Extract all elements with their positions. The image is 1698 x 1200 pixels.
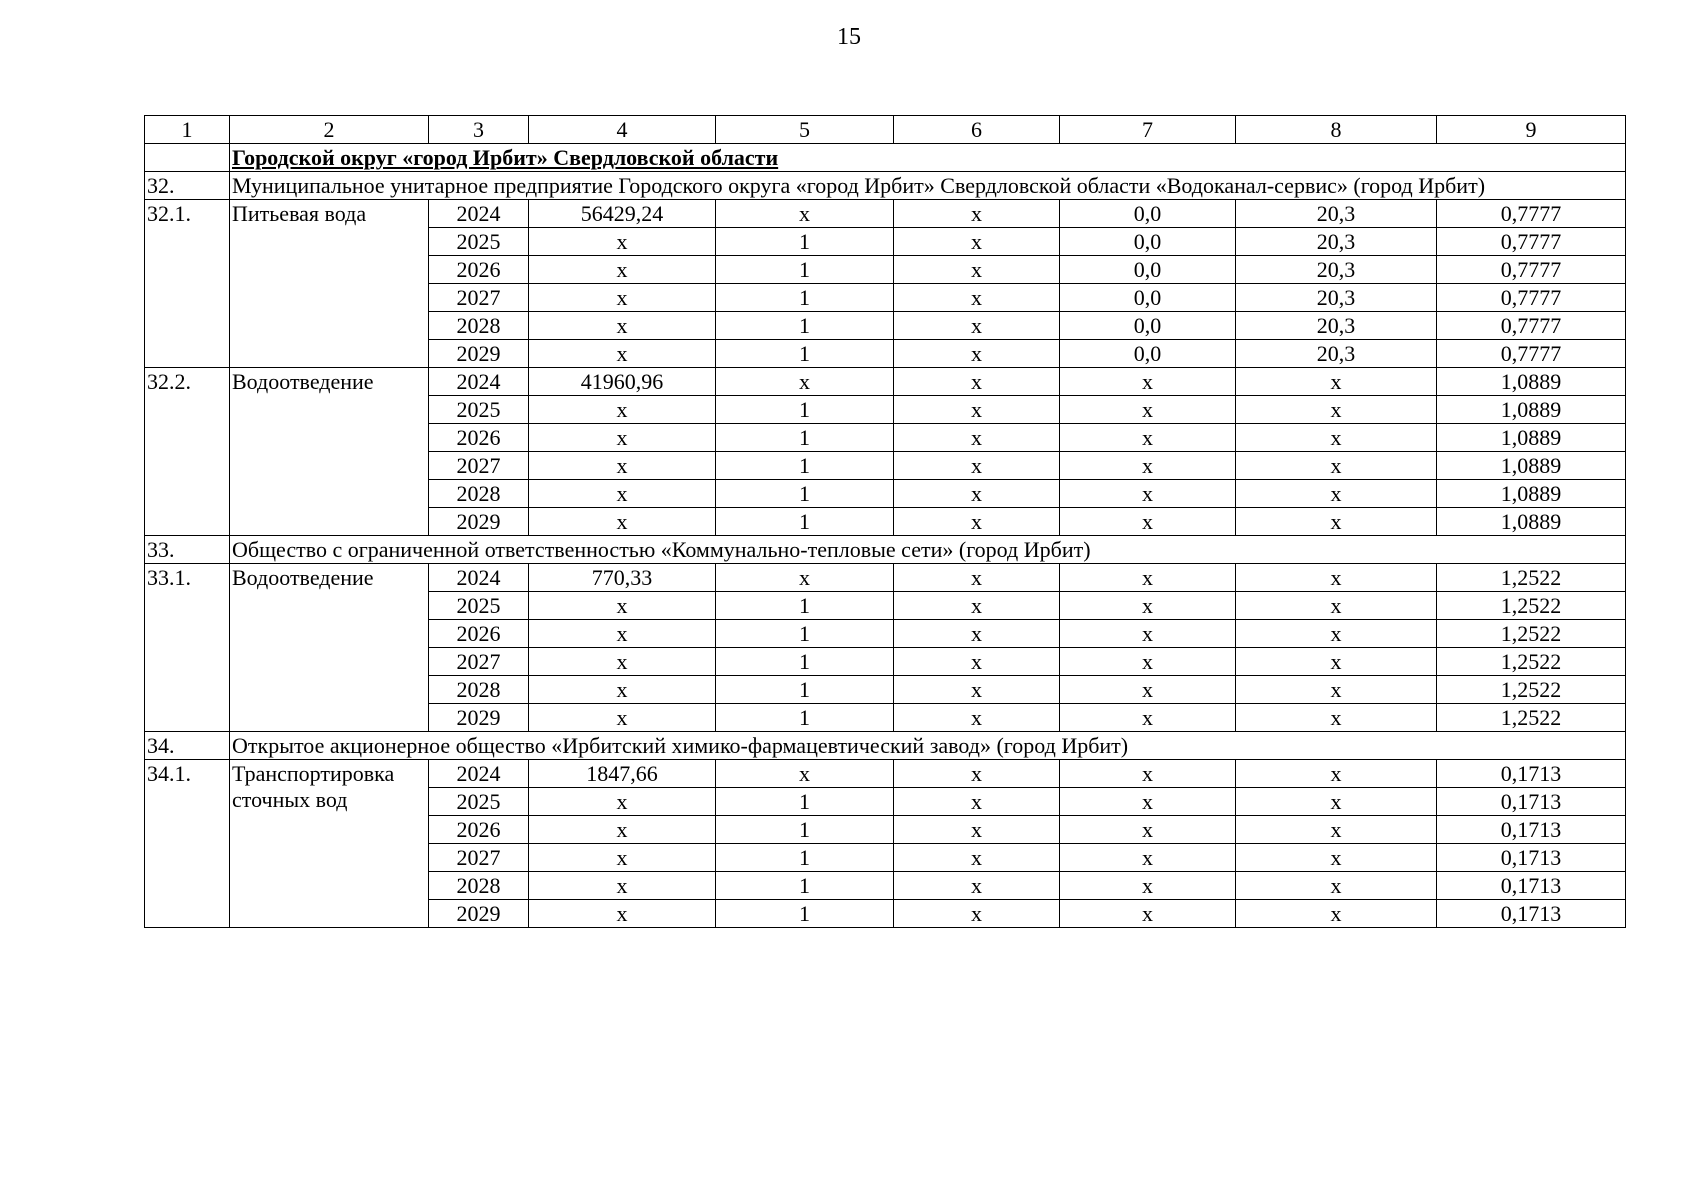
column-number-header: 4 (529, 116, 716, 144)
region-title: Городской округ «город Ирбит» Свердловской области (230, 144, 1626, 172)
year-cell: 2025 (429, 396, 529, 424)
table-body (145, 116, 1626, 928)
value-cell: 1,0889 (1437, 452, 1626, 480)
value-cell: х (894, 256, 1060, 284)
value-cell: 1 (716, 256, 894, 284)
value-cell: х (529, 312, 716, 340)
value-cell: 1,0889 (1437, 508, 1626, 536)
value-cell: 0,0 (1060, 284, 1236, 312)
value-cell: х (1060, 788, 1236, 816)
service-name: Водоотведение (230, 564, 429, 732)
column-number-header: 8 (1236, 116, 1437, 144)
value-cell: 0,0 (1060, 340, 1236, 368)
value-cell: х (894, 816, 1060, 844)
value-cell: 0,1713 (1437, 844, 1626, 872)
year-cell: 2028 (429, 872, 529, 900)
value-cell: 1,2522 (1437, 676, 1626, 704)
value-cell: 1 (716, 788, 894, 816)
year-cell: 2027 (429, 284, 529, 312)
value-cell: х (894, 760, 1060, 788)
value-cell: 1,0889 (1437, 368, 1626, 396)
page-number: 15 (837, 24, 861, 50)
value-cell: х (1236, 396, 1437, 424)
value-cell: 20,3 (1236, 340, 1437, 368)
value-cell: х (894, 284, 1060, 312)
item-number: 32.1. (145, 200, 230, 368)
value-cell: х (1236, 844, 1437, 872)
value-cell: 0,7777 (1437, 200, 1626, 228)
organization-row (145, 536, 1626, 564)
value-cell: 1,0889 (1437, 480, 1626, 508)
value-cell: х (529, 620, 716, 648)
value-cell: х (529, 788, 716, 816)
service-name: Транспортировка сточных вод (230, 760, 429, 928)
item-number: 32.2. (145, 368, 230, 536)
value-cell: 1 (716, 592, 894, 620)
value-cell: 41960,96 (529, 368, 716, 396)
year-cell: 2028 (429, 312, 529, 340)
value-cell: 1,2522 (1437, 592, 1626, 620)
year-cell: 2024 (429, 200, 529, 228)
value-cell: х (1236, 592, 1437, 620)
year-cell: 2026 (429, 816, 529, 844)
service-name: Питьевая вода (230, 200, 429, 368)
year-cell: 2024 (429, 564, 529, 592)
value-cell: х (716, 368, 894, 396)
value-cell: х (1060, 564, 1236, 592)
value-cell: х (894, 312, 1060, 340)
value-cell: 0,1713 (1437, 900, 1626, 928)
value-cell: 1 (716, 872, 894, 900)
value-cell: х (529, 284, 716, 312)
year-cell: 2025 (429, 788, 529, 816)
value-cell: х (1236, 424, 1437, 452)
value-cell: 1 (716, 648, 894, 676)
value-cell: 1,2522 (1437, 648, 1626, 676)
value-cell: 1 (716, 844, 894, 872)
value-cell: 770,33 (529, 564, 716, 592)
value-cell: х (529, 844, 716, 872)
value-cell: 1 (716, 508, 894, 536)
value-cell: х (529, 704, 716, 732)
value-cell: х (1236, 620, 1437, 648)
value-cell: х (1060, 508, 1236, 536)
value-cell: х (894, 452, 1060, 480)
organization-number: 32. (145, 172, 230, 200)
value-cell: х (1060, 396, 1236, 424)
value-cell: х (894, 648, 1060, 676)
table-row (145, 200, 1626, 228)
value-cell: х (894, 844, 1060, 872)
column-number-header: 9 (1437, 116, 1626, 144)
value-cell: 1 (716, 284, 894, 312)
organization-name: Общество с ограниченной ответственностью «Коммунально-тепловые сети» (город Ирбит) (230, 536, 1626, 564)
value-cell: х (529, 816, 716, 844)
value-cell: х (716, 564, 894, 592)
value-cell: х (529, 872, 716, 900)
value-cell: 1,0889 (1437, 424, 1626, 452)
value-cell: х (529, 228, 716, 256)
organization-number: 34. (145, 732, 230, 760)
value-cell: х (894, 676, 1060, 704)
value-cell: х (1060, 676, 1236, 704)
year-cell: 2026 (429, 256, 529, 284)
value-cell: х (1236, 508, 1437, 536)
service-name: Водоотведение (230, 368, 429, 536)
value-cell: х (716, 200, 894, 228)
year-cell: 2027 (429, 844, 529, 872)
column-number-header: 5 (716, 116, 894, 144)
value-cell: 1 (716, 816, 894, 844)
value-cell: х (529, 592, 716, 620)
value-cell: х (529, 452, 716, 480)
value-cell: 1 (716, 704, 894, 732)
value-cell: 0,7777 (1437, 228, 1626, 256)
value-cell: х (1060, 844, 1236, 872)
value-cell: 20,3 (1236, 228, 1437, 256)
value-cell: 1,2522 (1437, 704, 1626, 732)
value-cell: х (1236, 816, 1437, 844)
item-number: 33.1. (145, 564, 230, 732)
tariff-table (144, 115, 1626, 928)
organization-row (145, 172, 1626, 200)
region-row (145, 144, 1626, 172)
year-cell: 2025 (429, 228, 529, 256)
value-cell: х (1060, 704, 1236, 732)
value-cell: 0,7777 (1437, 256, 1626, 284)
value-cell: 1847,66 (529, 760, 716, 788)
year-cell: 2029 (429, 900, 529, 928)
value-cell: 56429,24 (529, 200, 716, 228)
value-cell: х (529, 256, 716, 284)
value-cell: х (894, 368, 1060, 396)
value-cell: х (1236, 760, 1437, 788)
value-cell: х (1236, 900, 1437, 928)
region-number-cell (145, 144, 230, 172)
value-cell: х (529, 676, 716, 704)
value-cell: х (1236, 480, 1437, 508)
value-cell: х (894, 592, 1060, 620)
value-cell: 0,1713 (1437, 760, 1626, 788)
column-number-header: 7 (1060, 116, 1236, 144)
value-cell: х (529, 424, 716, 452)
value-cell: 0,7777 (1437, 284, 1626, 312)
year-cell: 2026 (429, 424, 529, 452)
year-cell: 2027 (429, 452, 529, 480)
value-cell: х (1060, 368, 1236, 396)
value-cell: 0,1713 (1437, 872, 1626, 900)
column-number-header: 6 (894, 116, 1060, 144)
value-cell: х (894, 340, 1060, 368)
value-cell: х (1236, 368, 1437, 396)
table-row (145, 564, 1626, 592)
organization-name: Открытое акционерное общество «Ирбитский химико-фармацевтический завод» (город Ирбит) (230, 732, 1626, 760)
value-cell: х (894, 228, 1060, 256)
value-cell: х (894, 788, 1060, 816)
value-cell: х (1060, 480, 1236, 508)
table-row (145, 760, 1626, 788)
value-cell: х (1236, 452, 1437, 480)
value-cell: х (894, 564, 1060, 592)
value-cell: 20,3 (1236, 256, 1437, 284)
value-cell: 20,3 (1236, 200, 1437, 228)
value-cell: х (716, 760, 894, 788)
value-cell: 1 (716, 340, 894, 368)
value-cell: х (1236, 676, 1437, 704)
year-cell: 2025 (429, 592, 529, 620)
value-cell: 20,3 (1236, 312, 1437, 340)
year-cell: 2029 (429, 508, 529, 536)
value-cell: 1 (716, 424, 894, 452)
year-cell: 2024 (429, 760, 529, 788)
value-cell: х (529, 900, 716, 928)
value-cell: 0,0 (1060, 228, 1236, 256)
column-number-header: 1 (145, 116, 230, 144)
value-cell: х (894, 396, 1060, 424)
value-cell: х (1236, 788, 1437, 816)
value-cell: 1 (716, 228, 894, 256)
value-cell: х (529, 396, 716, 424)
value-cell: 1 (716, 676, 894, 704)
header-row (145, 116, 1626, 144)
value-cell: 0,0 (1060, 312, 1236, 340)
value-cell: 0,7777 (1437, 340, 1626, 368)
year-cell: 2029 (429, 340, 529, 368)
year-cell: 2028 (429, 676, 529, 704)
year-cell: 2024 (429, 368, 529, 396)
year-cell: 2027 (429, 648, 529, 676)
value-cell: х (894, 424, 1060, 452)
value-cell: 1 (716, 396, 894, 424)
value-cell: х (1236, 704, 1437, 732)
value-cell: х (1060, 760, 1236, 788)
column-number-header: 3 (429, 116, 529, 144)
value-cell: х (1236, 564, 1437, 592)
organization-name: Муниципальное унитарное предприятие Городского округа «город Ирбит» Свердловской области «Водоканал-сервис» (город Ирбит) (230, 172, 1626, 200)
table-row (145, 368, 1626, 396)
value-cell: х (529, 340, 716, 368)
organization-row (145, 732, 1626, 760)
value-cell: 1 (716, 452, 894, 480)
column-number-header: 2 (230, 116, 429, 144)
value-cell: х (1060, 592, 1236, 620)
value-cell: 20,3 (1236, 284, 1437, 312)
value-cell: 0,1713 (1437, 816, 1626, 844)
value-cell: 1 (716, 900, 894, 928)
value-cell: х (529, 648, 716, 676)
value-cell: х (894, 508, 1060, 536)
value-cell: 1 (716, 620, 894, 648)
value-cell: х (1060, 452, 1236, 480)
year-cell: 2029 (429, 704, 529, 732)
value-cell: 0,0 (1060, 256, 1236, 284)
value-cell: х (1236, 648, 1437, 676)
value-cell: х (1060, 816, 1236, 844)
value-cell: х (1060, 900, 1236, 928)
value-cell: х (529, 480, 716, 508)
value-cell: 0,1713 (1437, 788, 1626, 816)
value-cell: х (1060, 872, 1236, 900)
value-cell: 1,2522 (1437, 564, 1626, 592)
value-cell: 0,0 (1060, 200, 1236, 228)
value-cell: х (529, 508, 716, 536)
value-cell: 1 (716, 480, 894, 508)
value-cell: х (1060, 620, 1236, 648)
value-cell: 0,7777 (1437, 312, 1626, 340)
year-cell: 2026 (429, 620, 529, 648)
value-cell: 1,0889 (1437, 396, 1626, 424)
value-cell: х (894, 200, 1060, 228)
value-cell: х (894, 900, 1060, 928)
value-cell: х (1236, 872, 1437, 900)
value-cell: х (894, 480, 1060, 508)
value-cell: х (1060, 648, 1236, 676)
value-cell: х (1060, 424, 1236, 452)
value-cell: 1 (716, 312, 894, 340)
organization-number: 33. (145, 536, 230, 564)
value-cell: х (894, 620, 1060, 648)
value-cell: 1,2522 (1437, 620, 1626, 648)
value-cell: х (894, 704, 1060, 732)
item-number: 34.1. (145, 760, 230, 928)
year-cell: 2028 (429, 480, 529, 508)
value-cell: х (894, 872, 1060, 900)
